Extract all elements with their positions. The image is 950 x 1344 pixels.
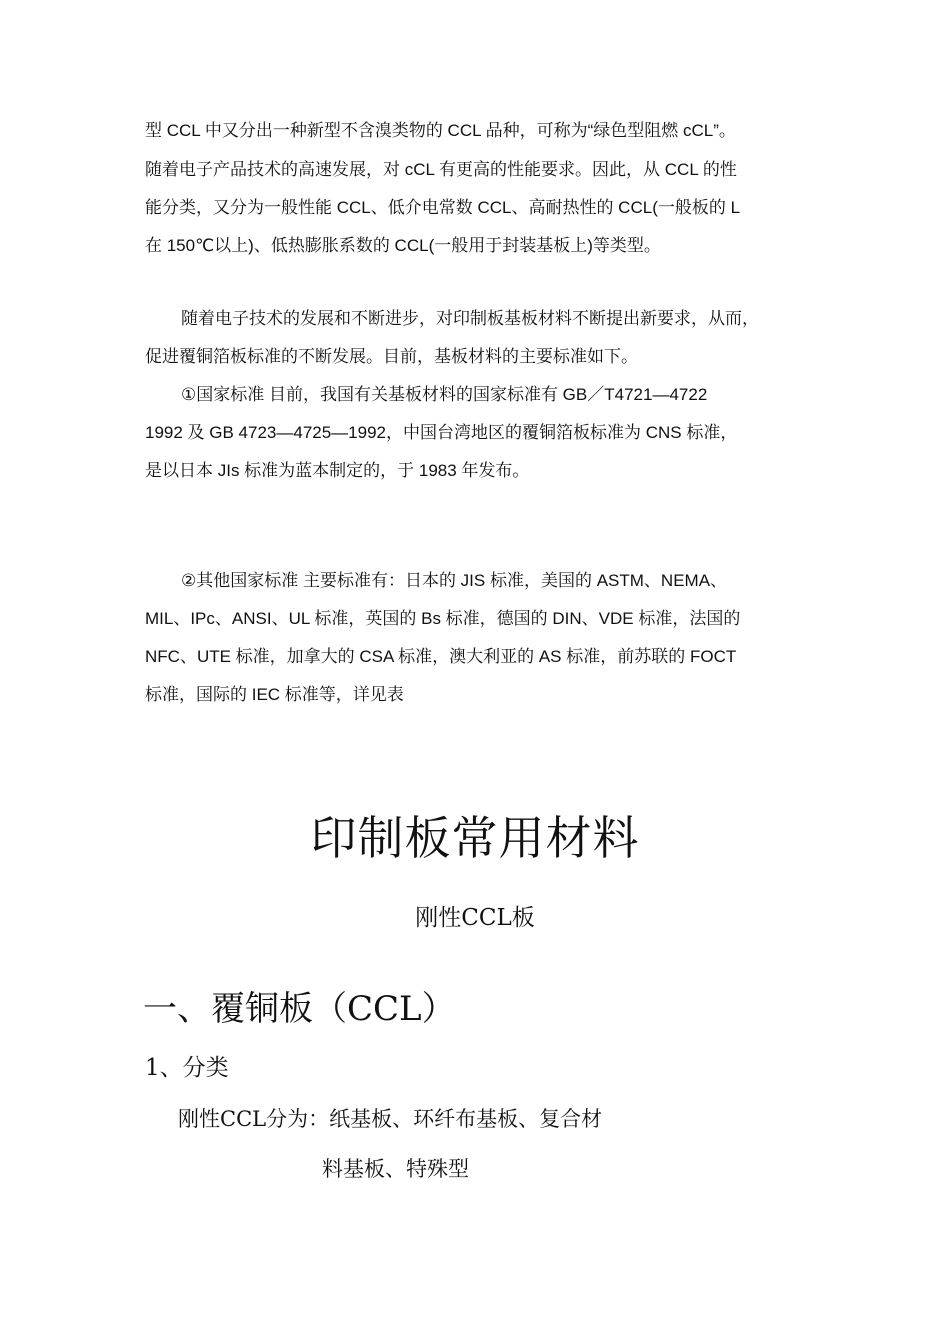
text-line: 随着电子技术的发展和不断进步，对印制板基板材料不断提出新要求，从而， [181, 309, 759, 328]
subsection-heading: 1、分类 [145, 1055, 229, 1081]
text-line: ②其他国家标准 主要标准有：日本的 JIS 标准，美国的 ASTM、NEMA、 [181, 571, 728, 590]
text-line: 1992 及 GB 4723—4725—1992，中国台湾地区的覆铜箔板标准为 CNS 标准， [145, 423, 738, 442]
text-line: 在 150℃以上)、低热膨胀系数的 CCL(一般用于封装基板上)等类型。 [145, 236, 661, 255]
text-line: 随着电子产品技术的高速发展，对 cCL 有更高的性能要求。因此，从 CCL 的性 [145, 160, 737, 179]
text-line: 型 CCL 中又分出一种新型不含溴类物的 CCL 品种，可称为“绿色型阻燃 cCL”。 [145, 121, 736, 140]
text-line: ①国家标准 目前，我国有关基板材料的国家标准有 GB／T4721—4722 [181, 385, 708, 404]
text-line: 是以日本 JIs 标准为蓝本制定的，于 1983 年发布。 [145, 461, 530, 480]
classification-line: 刚性CCL分为：纸基板、环纤布基板、复合材 [178, 1107, 603, 1131]
classification-line: 料基板、特殊型 [322, 1157, 469, 1181]
text-line: MIL、IPc、ANSI、UL 标准，英国的 Bs 标准，德国的 DIN、VDE 标准，法国的 [145, 609, 741, 628]
document-subtitle: 刚性CCL板 [415, 905, 535, 931]
text-line: 促进覆铜箔板标准的不断发展。目前，基板材料的主要标准如下。 [145, 347, 638, 366]
section-heading: 一、覆铜板（CCL） [143, 989, 456, 1029]
text-line: NFC、UTE 标准，加拿大的 CSA 标准，澳大利亚的 AS 标准，前苏联的 FOCT [145, 647, 737, 666]
document-title: 印制板常用材料 [310, 811, 640, 865]
text-line: 标准，国际的 IEC 标准等，详见表 [145, 685, 404, 704]
text-line: 能分类，又分为一般性能 CCL、低介电常数 CCL、高耐热性的 CCL(一般板的 L [145, 198, 741, 217]
